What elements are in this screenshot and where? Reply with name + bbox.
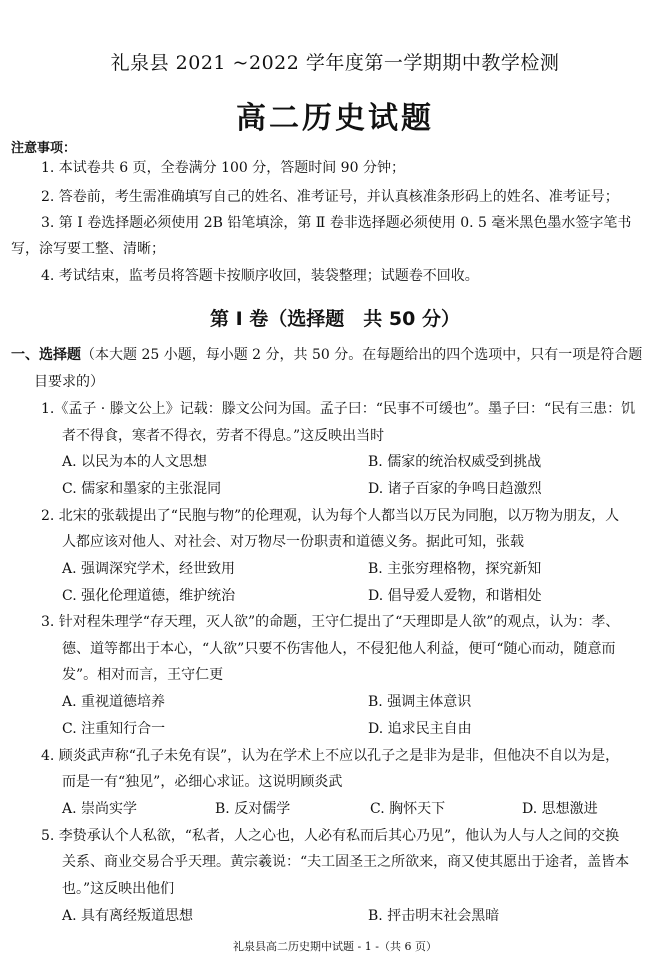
page-footer: 礼泉县高二历史期中试题 - 1 -（共 6 页） bbox=[233, 940, 437, 953]
question-4-option-d: D. 思想激进 bbox=[522, 801, 598, 817]
question-3-option-c: C. 注重知行合一 bbox=[62, 721, 166, 737]
question-2-option-a: A. 强调深究学术，经世致用 bbox=[62, 561, 236, 577]
question-2-option-c: C. 强化伦理道德，维护统治 bbox=[62, 588, 236, 604]
section-heading: 第 Ⅰ 卷（选择题 共 50 分） bbox=[210, 308, 460, 330]
question-5-stem-line-2: 关系、商业交易合乎天理。黄宗羲说：“夫工固圣王之所欲来，商又使其愿出于途者，盖皆本 bbox=[62, 854, 630, 870]
question-2-stem-line-1: 2. 北宋的张载提出了“民胞与物”的伦理观，认为每个人都当以万民为同胞，以万物为朋友，人 bbox=[41, 508, 620, 524]
question-4-option-c: C. 胸怀天下 bbox=[370, 801, 446, 817]
question-5-stem-line-3: 也。”这反映出他们 bbox=[62, 881, 175, 897]
question-4-option-b: B. 反对儒学 bbox=[215, 801, 291, 817]
question-5-option-b: B. 抨击明末社会黑暗 bbox=[368, 908, 500, 924]
notice-item-3-line-1: 3. 第 Ⅰ 卷选择题必须使用 2B 铅笔填涂，第 Ⅱ 卷非选择题必须使用 0. 5 毫米黑色墨水签字笔书 bbox=[41, 215, 632, 231]
question-2-stem-line-2: 人都应该对他人、对社会、对万物尽一份职责和道德义务。据此可知，张载 bbox=[62, 534, 524, 550]
subject-title: 高二历史试题 bbox=[236, 101, 434, 136]
question-1-option-b: B. 儒家的统治权威受到挑战 bbox=[368, 454, 542, 470]
question-5-option-a: A. 具有离经叛道思想 bbox=[62, 908, 194, 924]
notice-item-4: 4. 考试结束，监考员将答题卡按顺序收回，装袋整理；试题卷不回收。 bbox=[41, 268, 479, 284]
part-heading bbox=[11, 345, 642, 365]
part-label: 一、选择题 bbox=[11, 347, 81, 363]
question-3-option-d: D. 追求民主自由 bbox=[368, 721, 472, 737]
notice-item-2: 2. 答卷前，考生需准确填写自己的姓名、准考证号，并认真核准条形码上的姓名、准考证号； bbox=[41, 189, 619, 205]
question-4-stem-line-1: 4. 顾炎武声称“孔子未免有误”，认为在学术上不应以孔子之是非为是非，但他决不自以为是， bbox=[41, 748, 620, 764]
question-1-option-c: C. 儒家和墨家的主张混同 bbox=[62, 481, 222, 497]
question-1-option-a: A. 以民为本的人文思想 bbox=[62, 454, 208, 470]
exam-title: 礼泉县 2021 ~2022 学年度第一学期期中教学检测 bbox=[110, 52, 560, 74]
question-1-option-d: D. 诸子百家的争鸣日趋激烈 bbox=[368, 481, 542, 497]
notice-heading: 注意事项： bbox=[11, 141, 77, 156]
question-4-option-a: A. 崇尚实学 bbox=[62, 801, 138, 817]
question-2-option-d: D. 倡导爱人爱物，和谐相处 bbox=[368, 588, 542, 604]
question-3-stem-line-1: 3. 针对程朱理学“存天理，灭人欲”的命题，王守仁提出了“天理即是人欲”的观点，认为：孝、 bbox=[41, 614, 620, 630]
question-1-stem-line-2: 者不得食，寒者不得衣，劳者不得息。”这反映出当时 bbox=[62, 428, 385, 444]
part-instructions-line-2: 目要求的） bbox=[34, 374, 104, 390]
question-3-option-b: B. 强调主体意识 bbox=[368, 694, 472, 710]
part-instructions: （本大题 25 小题，每小题 2 分，共 50 分。在每题给出的四个选项中，只有一项是符合题 bbox=[81, 347, 643, 363]
notice-item-3-line-2: 写，涂写要工整、清晰； bbox=[11, 241, 165, 257]
question-3-option-a: A. 重视道德培养 bbox=[62, 694, 166, 710]
question-2-option-b: B. 主张穷理格物，探究新知 bbox=[368, 561, 542, 577]
question-4-stem-line-2: 而是一有“独见”，必细心求证。这说明顾炎武 bbox=[62, 774, 343, 790]
question-3-stem-line-2: 德、道等都出于本心，“人欲”只要不伤害他人，不侵犯他人利益，便可“随心而动，随意而 bbox=[62, 641, 616, 657]
notice-item-1: 1. 本试卷共 6 页，全卷满分 100 分，答题时间 90 分钟； bbox=[41, 160, 405, 176]
question-5-stem-line-1: 5. 李贽承认个人私欲，“私者，人之心也，人必有私而后其心乃见”，他认为人与人之间的交换 bbox=[41, 828, 620, 844]
question-3-stem-line-3: 发”。相对而言，王守仁更 bbox=[62, 667, 224, 683]
question-1-stem-line-1: 1.《孟子 · 滕文公上》记载：滕文公问为国。孟子曰：“民事不可缓也”。墨子曰：“民有三患：饥 bbox=[41, 401, 636, 417]
